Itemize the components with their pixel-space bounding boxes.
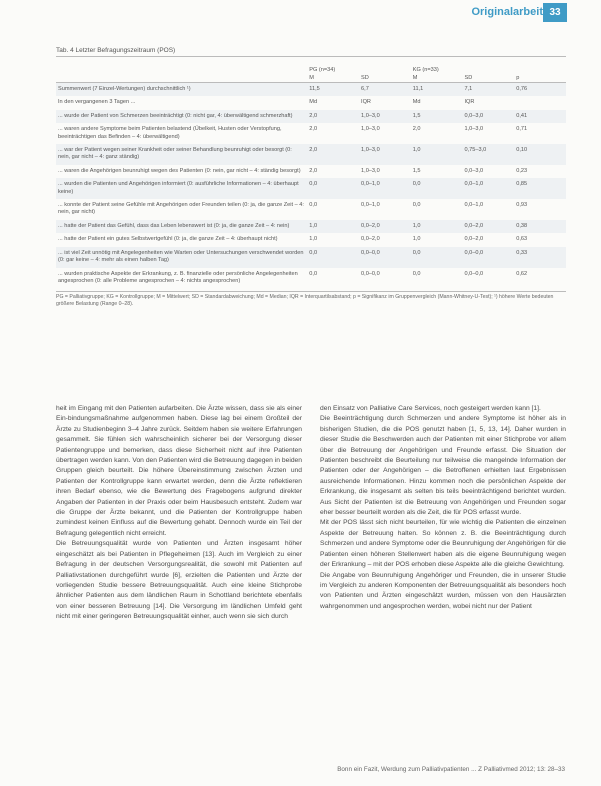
table-row bbox=[56, 233, 566, 246]
row-label: In den vergangenen 3 Tagen ... bbox=[58, 99, 136, 106]
row-cell-sd2: 0,0–0,0 bbox=[464, 270, 484, 277]
table-row bbox=[56, 220, 566, 233]
row-cell-sd1: 1,0–3,0 bbox=[359, 110, 411, 123]
row-cell-m2: 1,5 bbox=[411, 110, 463, 123]
row-cell-sd1: 0,0–0,0 bbox=[359, 247, 411, 268]
row-cell-p: 0,41 bbox=[514, 110, 566, 123]
row-cell-m2: 1,5 bbox=[412, 167, 421, 174]
page-number: 33 bbox=[543, 3, 567, 22]
body-paragraph: den Einsatz von Palliative Care Services, noch gesteigert werden kann [1]. bbox=[320, 405, 541, 412]
row-cell-sd1: 0,0–1,0 bbox=[361, 202, 380, 209]
row-cell-p: 0,10 bbox=[514, 144, 566, 165]
col-m-kg: M bbox=[411, 74, 463, 83]
table-column-header bbox=[56, 74, 566, 83]
table-footnote: PG = Palliativgruppe; KG = Kontrollgruppe; M = Mittelwert; SD = Standardabweichung; Md = Median; IQR = Interquartilsabstand; p = Signifikanz im Gruppenvergleich (Mann-Whitney-U-Test); ¹) höhere Werte bedeuten größere Belastung (Range 0–28). bbox=[56, 291, 566, 308]
row-cell-m2: 2,0 bbox=[412, 126, 421, 133]
row-cell-sd1: 1,0–3,0 bbox=[361, 126, 380, 133]
row-cell-sd1: 0,0–2,0 bbox=[361, 236, 380, 243]
row-cell-m1: 1,0 bbox=[309, 236, 318, 243]
row-cell-sd2: 0,0–3,0 bbox=[463, 110, 515, 123]
col-m-pg: M bbox=[307, 74, 359, 83]
row-cell-m2: 0,0 bbox=[411, 178, 463, 199]
body-text bbox=[56, 404, 566, 623]
row-cell-m2: Md bbox=[412, 99, 421, 106]
body-paragraph: heit im Eingang mit den Patienten aufarbeiten. Die Ärzte wissen, dass sie als einer Ein-bindungsmaßnahme aufgenommen haben. Diese lag bei einem Großteil der Ärzte zu Studienbeginn 3–4 Jahre zurück. Seitdem haben sie weitere Erfahrungen gesammelt. Sie fühlen sich wahrscheinlich sicherer bei der Versorgung dieser Patientengruppe und bemerken, dass diese Sicherheit nicht auf ihre Patienten übertragen werden kann. Von den Patienten wird die Betreuung dagegen in beiden Gruppen gleich beurteilt. Die höhere Übereinstimmung zwischen Ärzten und Patienten der Kontrollgruppe kann erwartet werden, denn die Ärzte reflektieren ihren Bedarf ebenso, wie die Bewertung des Fragebogens aufgrund direkter Angaben der Patienten in der Praxis oder beim Hausbesuch entsteht. Zudem war die Gruppe der Ärzte bekannt, und die Patienten der Kontrollgruppe haben zumindest keinen Einfluss auf die Bewertung gehabt. Dennoch wurde ein Teil der Befragung gelegentlich nicht erreicht. bbox=[56, 405, 302, 537]
row-cell-m2: 1,0 bbox=[411, 220, 463, 233]
row-cell-sd2: 0,75–3,0 bbox=[463, 144, 515, 165]
row-cell-m1: 0,0 bbox=[309, 270, 318, 277]
table-row bbox=[56, 144, 566, 165]
row-cell-m1: 2,0 bbox=[309, 126, 318, 133]
row-cell-sd1: 1,0–3,0 bbox=[359, 144, 411, 165]
row-cell-m1: 2,0 bbox=[307, 110, 359, 123]
row-label: ... konnte der Patient seine Gefühle mit Angehörigen oder Freunden teilen (0: ja, die ganze Zeit – 4: nein, gar nicht) bbox=[58, 202, 304, 216]
row-label: ... hatte der Patient ein gutes Selbstwertgefühl (0: ja, die ganze Zeit – 4: überhaupt nicht) bbox=[58, 236, 278, 243]
row-cell-sd2: 1,0–3,0 bbox=[464, 126, 484, 133]
table-row bbox=[56, 199, 566, 220]
row-label: ... wurde der Patient von Schmerzen beeinträchtigt (0: nicht gar, 4: überwältigend schmerzhaft) bbox=[56, 110, 307, 123]
col-sd-kg: SD bbox=[463, 74, 515, 83]
row-cell-m2: 11,1 bbox=[411, 83, 463, 97]
row-cell-sd2: IQR bbox=[464, 99, 475, 106]
row-cell-p: 0,63 bbox=[516, 236, 528, 243]
row-cell-sd2: 0,0–1,0 bbox=[463, 178, 515, 199]
row-cell-sd1: 6,7 bbox=[359, 83, 411, 97]
row-cell-m1: 11,5 bbox=[307, 83, 359, 97]
table-group-header bbox=[56, 63, 566, 74]
row-cell-p: 0,93 bbox=[516, 202, 528, 209]
table-row bbox=[56, 268, 566, 289]
table-body bbox=[56, 83, 566, 289]
row-cell-m1: 0,0 bbox=[307, 247, 359, 268]
footer-citation: Bonn ein Fazit, Werdung zum Palliativpatienten ... Z Palliativmed 2012; 13: 28–33 bbox=[337, 766, 565, 773]
group-kg-header: KG (n=33) bbox=[412, 67, 439, 73]
row-cell-m2: 1,0 bbox=[412, 236, 421, 243]
row-label: ... ist viel Zeit unnötig mit Angelegenheiten wie Warten oder Untersuchungen verschwendet worden (0: gar keine – 4: mehr als einen halben Tag) bbox=[56, 247, 307, 268]
row-cell-m2: 1,0 bbox=[411, 144, 463, 165]
row-cell-sd2: 0,0–2,0 bbox=[464, 236, 484, 243]
row-cell-p: 0,38 bbox=[514, 220, 566, 233]
row-cell-m2: 0,0 bbox=[411, 247, 463, 268]
table-row bbox=[56, 110, 566, 123]
table-title: Tab. 4 Letzter Befragungszeitraum (POS) bbox=[56, 47, 566, 57]
row-label: ... hatte der Patient das Gefühl, dass das Leben lebenswert ist (0: ja, die ganze Zeit – 4: nein) bbox=[56, 220, 307, 233]
row-cell-sd2: 7,1 bbox=[463, 83, 515, 97]
row-label: ... waren andere Symptome beim Patienten belastend (Übelkeit, Husten oder Verstopfung, beeinträchtigen das Befinden – 4: überwältigend) bbox=[58, 126, 282, 140]
body-column-right bbox=[320, 404, 566, 623]
page-header bbox=[0, 0, 601, 26]
row-cell-m1: 0,0 bbox=[307, 178, 359, 199]
row-cell-p: 0,33 bbox=[514, 247, 566, 268]
table-row bbox=[56, 165, 566, 178]
table-row bbox=[56, 247, 566, 268]
row-cell-p: 0,23 bbox=[516, 167, 528, 174]
row-cell-sd2: 0,0–1,0 bbox=[464, 202, 484, 209]
row-cell-sd2: 0,0–3,0 bbox=[464, 167, 484, 174]
row-label: ... wurden praktische Aspekte der Erkrankung, z. B. finanzielle oder persönliche Angelegenheiten angesprochen (0: alle Probleme angesprochen – 4: nichts angesprochen) bbox=[58, 270, 298, 284]
row-label: ... waren die Angehörigen beunruhigt wegen des Patienten (0: nein, gar nicht – 4: ständig besorgt) bbox=[58, 167, 301, 174]
body-column-left bbox=[56, 404, 302, 623]
body-paragraph: Die Betreuungsqualität wurde von Patienten und Ärzten insgesamt höher eingeschätzt als bei Patienten in Pflegeheimen [13]. Auch im Vergleich zu einer Befragung in der deutschen Versorgungsrealität, die sowohl mit Patienten auf Palliativstationen durchgeführt wurde [6], erzielten die Patienten und Ärzte der vorliegenden Studie bessere Betreuungsqualität. Auch eine kleine Stichprobe ähnlicher Patienten aus dem ländlichen Raum in Schottland berichtete ebenfalls von einer besseren Betreuung [14]. Die Versorgung im ländlichen Umfeld geht nicht mit einer geringeren Betreuungsqualität einher, auch wenn sie sich durch bbox=[56, 540, 302, 621]
row-cell-m1: Md bbox=[309, 99, 318, 106]
row-label: Summenwert (7 Einzel-Wertungen) durchschnittlich ¹) bbox=[56, 83, 307, 97]
group-pg-header: PG (n=34) bbox=[309, 67, 336, 73]
body-paragraph: Die Angabe von Beunruhigung Angehöriger und Freunden, die in unserer Studie im Vergleich zu anderen Komponenten der Betreuungsqualität als besonders hoch von Patienten und Ärzten eingeschätzt wurden, müssen von den Hausärzten wahrgenommen und angesprochen werden, wobei nicht nur der Patient bbox=[320, 571, 566, 610]
row-cell-m1: 0,0 bbox=[309, 202, 318, 209]
row-label: ... war der Patient wegen seiner Krankheit oder seiner Behandlung beunruhigt oder besorgt (0: nein, gar nicht – 4: ganz ständig) bbox=[56, 144, 307, 165]
row-cell-p: 0,76 bbox=[514, 83, 566, 97]
body-paragraph: Mit der POS lässt sich nicht beurteilen, für wie wichtig die Patienten die einzelnen Aspekte der Betreuung halten. So können z. B. die Beeinträchtigung durch Schmerzen und andere Symptome oder die Beunruhigung der Angehörigen für die Patienten einen höheren Stellenwert haben als die eigene Beunruhigung wegen der Erkrankung – mit der POS erhoben diese Aspekte alle die gleiche Gewichtung. bbox=[320, 519, 566, 569]
row-cell-sd2: 0,0–0,0 bbox=[463, 247, 515, 268]
row-cell-sd1: 0,0–1,0 bbox=[359, 178, 411, 199]
row-cell-p: 0,71 bbox=[516, 126, 528, 133]
col-p: p bbox=[514, 74, 566, 83]
row-cell-p: 0,85 bbox=[514, 178, 566, 199]
row-cell-sd1: 0,0–0,0 bbox=[361, 270, 380, 277]
row-cell-m1: 1,0 bbox=[307, 220, 359, 233]
table-row bbox=[56, 178, 566, 199]
row-label: ... wurden die Patienten und Angehörigen informiert (0: ausführliche Informationen – 4: überhaupt keine) bbox=[56, 178, 307, 199]
results-table bbox=[56, 63, 566, 288]
row-cell-sd2: 0,0–2,0 bbox=[463, 220, 515, 233]
row-cell-sd1: 0,0–2,0 bbox=[359, 220, 411, 233]
row-cell-p bbox=[514, 96, 566, 109]
row-cell-m2: 0,0 bbox=[412, 202, 421, 209]
results-table-block bbox=[56, 47, 566, 308]
col-sd-pg: SD bbox=[359, 74, 411, 83]
table-row bbox=[56, 96, 566, 109]
row-cell-sd1: 1,0–3,0 bbox=[361, 167, 380, 174]
table-row bbox=[56, 123, 566, 144]
row-cell-sd1: IQR bbox=[361, 99, 371, 106]
row-cell-m1: 2,0 bbox=[307, 144, 359, 165]
row-cell-m1: 2,0 bbox=[309, 167, 318, 174]
body-paragraph: Die Beeinträchtigung durch Schmerzen und andere Symptome ist höher als in bisherigen Studien, die die POS genutzt haben [1, 5, 13, 14]. Daher wurden in dieser Studie die Beschwerden auch der Patienten mit einer Stichprobe vor allem über die Betreuung der Angehörigen und Freunde erfasst. Die Situation der Patienten beschreibt die Beurteilung nur teilweise die mangelnde Information der Patienten oder der Angehörigen – die Betroffenen erhielten laut Ergebnissen ausreichende Informationen. Hinzu kommen noch die persönlichen Aspekte der Erkrankung, die insgesamt als selten bis teils beeinträchtigend berichtet wurden. Aus Sicht der Patienten ist die Betreuung von Angehörigen und Freunden sogar eher besser beurteilt worden als die Zeit, die für POS erfasst wurde. bbox=[320, 415, 566, 517]
row-cell-m2: 0,0 bbox=[412, 270, 421, 277]
section-label: Originalarbeit bbox=[471, 6, 543, 18]
table-row bbox=[56, 83, 566, 97]
row-cell-p: 0,62 bbox=[516, 270, 528, 277]
